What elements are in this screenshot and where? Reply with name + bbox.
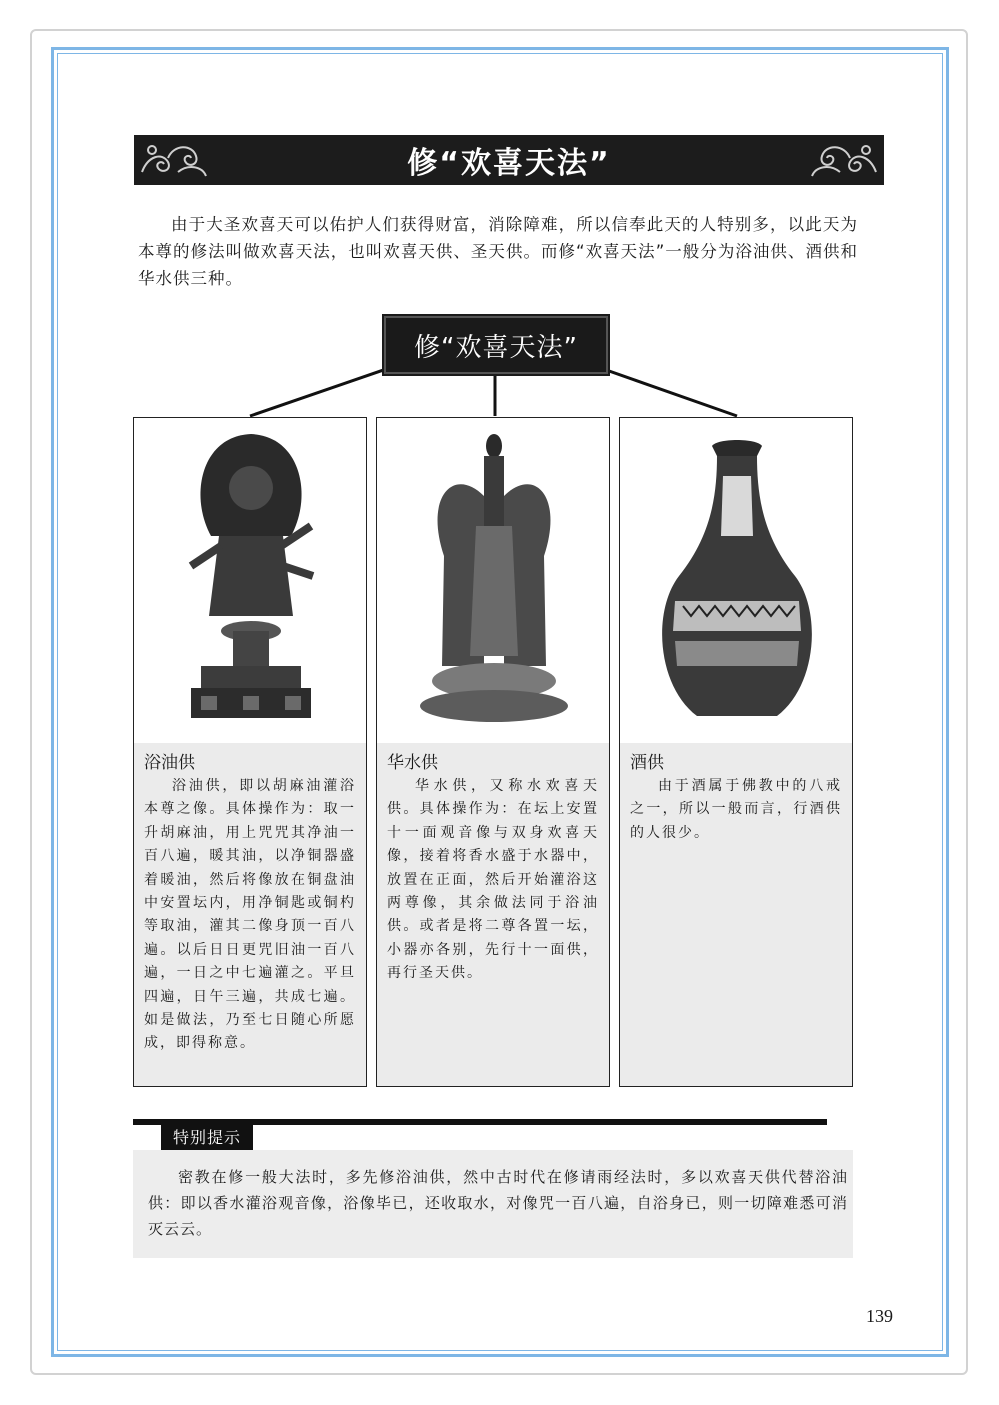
cloud-ornament-icon bbox=[808, 138, 880, 182]
cloud-ornament-icon bbox=[138, 138, 210, 182]
method-description: 浴油供，即以胡麻油灌浴本尊之像。具体操作为：取一升胡麻油，用上咒咒其净油一百八遍，暖其油，以净铜器盛着暖油，然后将像放在铜盘油中安置坛内，用净铜匙或铜杓等取油，灌其二像身顶一百八遍。以后日日更咒旧油一百八遍，一日之中七遍灌之。平旦四遍，日午三遍，共成七遍。如是做法，乃至七日随心所愿成，即得称意。 bbox=[144, 778, 356, 1052]
intro-paragraph: 由于大圣欢喜天可以佑护人们获得财富，消除障难，所以信奉此天的人特别多，以此天为本尊的修法叫做欢喜天法，也叫欢喜天供、圣天供。而修“欢喜天法”一般分为浴油供、酒供和华水供三种。 bbox=[138, 215, 858, 288]
diagram-center-label: 修“欢喜天法” bbox=[384, 316, 608, 374]
method-box-huashui bbox=[376, 417, 610, 1087]
method-title: 酒供 bbox=[630, 753, 664, 773]
page-title: 修“欢喜天法” bbox=[407, 146, 611, 181]
method-title: 浴油供 bbox=[144, 753, 195, 773]
statue-image bbox=[171, 426, 331, 726]
tip-text: 密教在修一般大法时，多先修浴油供，然中古时代在修请雨经法时，多以欢喜天供代替浴油供：即以香水灌浴观音像，浴像毕已，还收取水，对像咒一百八遍，自浴身已，则一切障难悉可消灭云云。 bbox=[148, 1168, 848, 1238]
method-title: 华水供 bbox=[387, 753, 438, 773]
ewer-image bbox=[657, 426, 817, 726]
tip-label: 特别提示 bbox=[161, 1122, 253, 1150]
method-box-yuyou bbox=[133, 417, 367, 1087]
statue-image bbox=[414, 426, 574, 726]
method-description: 由于酒属于佛教中的八戒之一，所以一般而言，行酒供的人很少。 bbox=[630, 778, 842, 841]
title-banner bbox=[134, 135, 884, 185]
method-description: 华水供，又称水欢喜天供。具体操作为：在坛上安置十一面观音像与双身欢喜天像，接着将香水盛于水器中，放置在正面，然后开始灌浴这两尊像，其余做法同于浴油供。或者是将二尊各置一坛，小器亦各别，先行十一面供，再行圣天供。 bbox=[387, 778, 599, 982]
method-box-jiu bbox=[619, 417, 853, 1087]
page-number: 139 bbox=[866, 1306, 893, 1326]
